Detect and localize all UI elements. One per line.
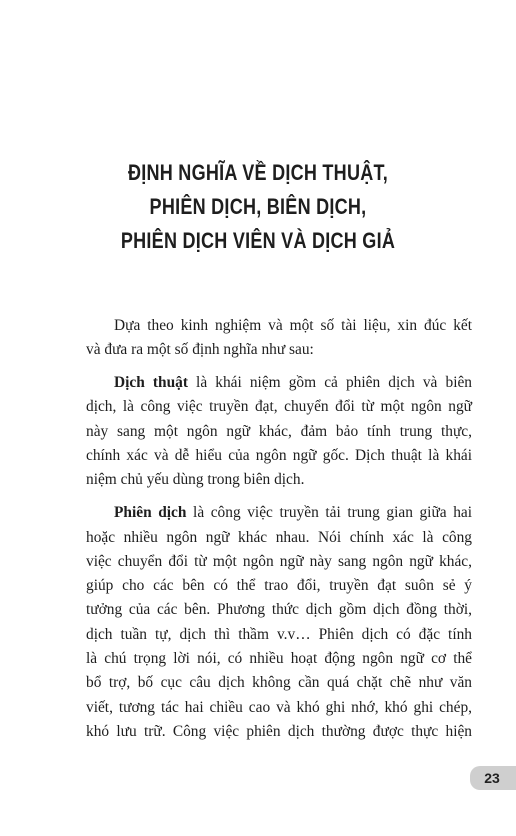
text-line: việc chuyển đổi từ một ngôn ngữ này sang ngôn ngữ khác, [86,552,472,570]
text-line: là chú trọng lời nói, có nhiều hoạt động ngôn ngữ cơ thể [86,650,472,668]
text-line: khó lưu trữ. Công việc phiên dịch thường được thực hiện [86,722,472,740]
text-line: tưởng của các bên. Phương thức dịch gồm dịch đồng thời, [86,601,472,619]
text-segment: là khái niệm gồm cả phiên dịch và biên [187,374,472,392]
text-line: dịch, là công việc truyền đạt, chuyển đổi từ một ngôn ngữ [86,398,472,416]
text-segment: là công việc truyền tải trung gian giữa hai [186,504,473,522]
text-line: bổ trợ, bố cục câu dịch không cần quá chặt chẽ như văn [86,674,472,692]
text-line: viết, tương tác hai chiều cao và khó ghi nhớ, khó ghi chép, [86,698,472,716]
text-line: niệm chủ yếu dùng trong biên dịch. [86,471,305,489]
term-dich-thuat: Dịch thuật [114,374,188,392]
text-line [86,371,472,395]
text-line: dịch tuần tự, dịch thì thầm v.v… Phiên dịch có đặc tính [86,625,472,643]
chapter-title-line-2: PHIÊN DỊCH, BIÊN DỊCH, [149,194,367,219]
text-line [86,501,472,525]
intro-paragraph [86,314,472,363]
page-number: 23 [484,770,500,786]
text-line: này sang một ngôn ngữ khác, đảm bảo tính trung thực, [86,422,472,440]
chapter-title-line-1: ĐỊNH NGHĨA VỀ DỊCH THUẬT, [127,160,389,185]
chapter-title-line-3: PHIÊN DỊCH VIÊN VÀ DỊCH GIẢ [120,228,396,253]
chapter-title [46,156,469,258]
text-line: và đưa ra một số định nghĩa như sau: [86,341,314,359]
term-phien-dich: Phiên dịch [114,504,187,522]
text-line: hoặc nhiều ngôn ngữ khác nhau. Nói chính xác là công [86,528,472,546]
translation-definition-paragraph [86,371,472,492]
interpretation-definition-paragraph [86,501,472,744]
text-line: giúp cho các bên có thể trao đổi, truyền đạt suôn sẻ ý [86,577,472,595]
text-line: Dựa theo kinh nghiệm và một số tài liệu, xin đúc kết [114,317,472,334]
text-line: chính xác và dễ hiểu của ngôn ngữ gốc. Dịch thuật là khái [86,447,472,465]
body-text [86,314,472,753]
